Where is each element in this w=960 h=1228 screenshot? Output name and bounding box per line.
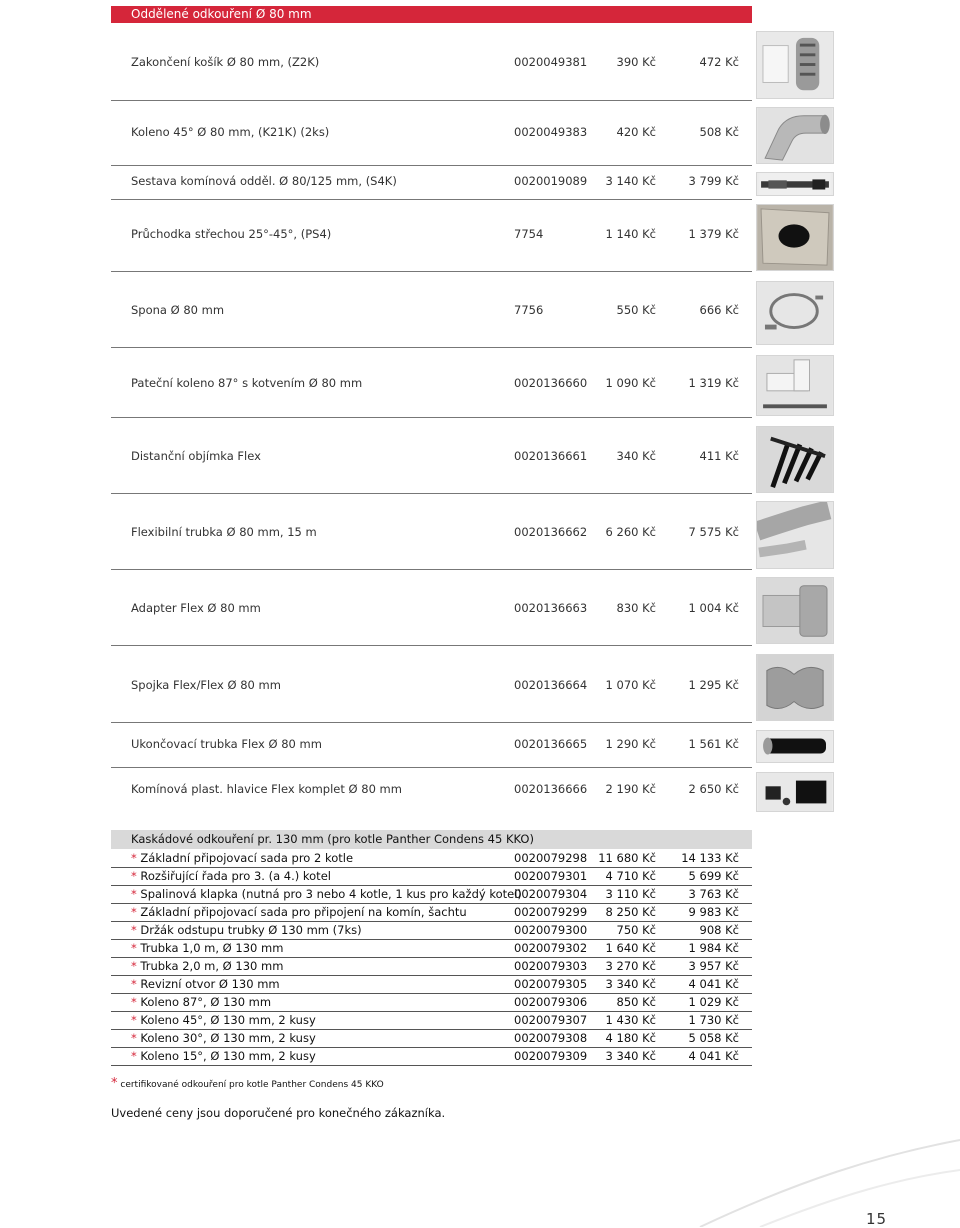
price-note: Uvedené ceny jsou doporučené pro konečného zákazníka. — [111, 1106, 446, 1120]
cascade-item-name — [131, 939, 283, 957]
adapter-image — [756, 577, 834, 644]
price-without-vat: 6 260 Kč — [605, 525, 656, 539]
price-with-vat: 4 041 Kč — [688, 977, 739, 991]
price-without-vat: 4 710 Kč — [605, 869, 656, 883]
cascade-item-label: Revizní otvor Ø 130 mm — [140, 977, 280, 991]
star-marker: * — [131, 1049, 137, 1063]
cascade-row — [111, 885, 752, 904]
cascade-item-name — [131, 903, 467, 921]
coupling-image — [756, 654, 834, 721]
price-without-vat: 3 270 Kč — [605, 959, 656, 973]
cascade-item-code: 0020079309 — [514, 1049, 588, 1063]
cascade-row — [111, 993, 752, 1012]
cascade-row — [111, 975, 752, 994]
price-without-vat: 390 Kč — [616, 55, 656, 69]
product-name: Sestava komínová odděl. Ø 80/125 mm, (S4K) — [131, 174, 397, 188]
price-with-vat: 1 004 Kč — [688, 601, 739, 615]
product-name: Distanční objímka Flex — [131, 449, 261, 463]
cascade-header — [111, 830, 752, 849]
cascade-row — [111, 939, 752, 958]
star-marker: * — [131, 923, 137, 937]
cascade-item-code: 0020079305 — [514, 977, 588, 991]
cascade-item-label: Spalinová klapka (nutná pro 3 nebo 4 kotle, 1 kus pro každý kotel) — [140, 887, 522, 901]
support-elbow-image — [756, 355, 834, 416]
cascade-title: Kaskádové odkouření pr. 130 mm (pro kotle Panther Condens 45 KKO) — [131, 832, 534, 846]
cascade-item-name — [131, 993, 271, 1011]
basket-terminal-image — [756, 31, 834, 99]
product-row — [111, 767, 752, 811]
cascade-item-name — [131, 921, 362, 939]
product-name: Průchodka střechou 25°-45°, (PS4) — [131, 227, 332, 241]
cascade-item-label: Rozšiřující řada pro 3. (a 4.) kotel — [140, 869, 331, 883]
price-with-vat: 2 650 Kč — [688, 782, 739, 796]
price-with-vat: 1 984 Kč — [688, 941, 739, 955]
price-without-vat: 850 Kč — [616, 995, 656, 1009]
price-without-vat: 1 290 Kč — [605, 737, 656, 751]
cascade-item-name — [131, 1011, 316, 1029]
cascade-item-name — [131, 1047, 316, 1065]
price-with-vat: 1 730 Kč — [688, 1013, 739, 1027]
cascade-item-code: 0020079308 — [514, 1031, 588, 1045]
product-row — [111, 199, 752, 272]
cascade-item-code: 0020079302 — [514, 941, 588, 955]
section-header-bar — [111, 6, 752, 23]
price-without-vat: 550 Kč — [616, 303, 656, 317]
price-without-vat: 750 Kč — [616, 923, 656, 937]
product-name: Koleno 45° Ø 80 mm, (K21K) (2ks) — [131, 125, 330, 139]
price-with-vat: 1 029 Kč — [688, 995, 739, 1009]
price-with-vat: 411 Kč — [699, 449, 739, 463]
chimney-set-image — [756, 172, 834, 196]
product-row — [111, 100, 752, 166]
product-code: 7756 — [514, 303, 544, 317]
price-with-vat: 508 Kč — [699, 125, 739, 139]
cascade-item-code: 0020079301 — [514, 869, 588, 883]
product-row — [111, 722, 752, 768]
cascade-row — [111, 1047, 752, 1066]
product-name: Adapter Flex Ø 80 mm — [131, 601, 261, 615]
clamp-image — [756, 281, 834, 345]
cascade-item-name — [131, 885, 522, 903]
price-with-vat: 1 295 Kč — [688, 678, 739, 692]
cascade-item-code: 0020079307 — [514, 1013, 588, 1027]
cascade-item-name — [131, 975, 280, 993]
price-without-vat: 3 340 Kč — [605, 977, 656, 991]
cascade-item-label: Koleno 45°, Ø 130 mm, 2 kusy — [140, 1013, 316, 1027]
cascade-item-code: 0020079298 — [514, 851, 588, 865]
price-with-vat: 472 Kč — [699, 55, 739, 69]
product-name: Ukončovací trubka Flex Ø 80 mm — [131, 737, 322, 751]
price-without-vat: 340 Kč — [616, 449, 656, 463]
product-code: 7754 — [514, 227, 544, 241]
product-row — [111, 23, 752, 101]
cascade-item-label: Koleno 15°, Ø 130 mm, 2 kusy — [140, 1049, 316, 1063]
price-without-vat: 4 180 Kč — [605, 1031, 656, 1045]
price-without-vat: 8 250 Kč — [605, 905, 656, 919]
price-with-vat: 7 575 Kč — [688, 525, 739, 539]
product-name: Spojka Flex/Flex Ø 80 mm — [131, 678, 281, 692]
star-marker: * — [131, 851, 137, 865]
price-with-vat: 908 Kč — [699, 923, 739, 937]
cascade-item-label: Základní připojovací sada pro připojení na komín, šachtu — [140, 905, 467, 919]
product-code: 0020136661 — [514, 449, 588, 463]
product-code: 0020136666 — [514, 782, 588, 796]
cascade-item-code: 0020079303 — [514, 959, 588, 973]
cascade-item-label: Koleno 87°, Ø 130 mm — [140, 995, 272, 1009]
cascade-item-name — [131, 957, 283, 975]
product-row — [111, 271, 752, 348]
price-with-vat: 1 379 Kč — [688, 227, 739, 241]
price-with-vat: 666 Kč — [699, 303, 739, 317]
product-name: Spona Ø 80 mm — [131, 303, 225, 317]
cascade-item-label: Koleno 30°, Ø 130 mm, 2 kusy — [140, 1031, 316, 1045]
product-name: Komínová plast. hlavice Flex komplet Ø 80 mm — [131, 782, 402, 796]
footnote-text: certifikované odkouření pro kotle Panther Condens 45 KKO — [120, 1080, 384, 1090]
product-row — [111, 645, 752, 723]
price-without-vat: 420 Kč — [616, 125, 656, 139]
product-code: 0020049381 — [514, 55, 588, 69]
product-code: 0020136662 — [514, 525, 588, 539]
product-code: 0020136664 — [514, 678, 588, 692]
cascade-item-name — [131, 849, 353, 867]
cascade-item-code: 0020079304 — [514, 887, 588, 901]
star-marker: * — [131, 905, 137, 919]
product-name: Flexibilní trubka Ø 80 mm, 15 m — [131, 525, 317, 539]
price-without-vat: 1 090 Kč — [605, 376, 656, 390]
product-row — [111, 347, 752, 418]
star-marker: * — [131, 1013, 137, 1027]
price-with-vat: 3 763 Kč — [688, 887, 739, 901]
flex-pipe-image — [756, 501, 834, 569]
spacer-image — [756, 426, 834, 493]
star-marker: * — [131, 941, 137, 955]
price-without-vat: 3 110 Kč — [605, 887, 656, 901]
section-title: Oddělené odkouření Ø 80 mm — [131, 7, 312, 21]
end-pipe-image — [756, 730, 834, 763]
cascade-item-label: Trubka 1,0 m, Ø 130 mm — [140, 941, 284, 955]
star-marker: * — [131, 1031, 137, 1045]
cascade-row — [111, 1011, 752, 1030]
price-with-vat: 1 561 Kč — [688, 737, 739, 751]
price-with-vat: 9 983 Kč — [688, 905, 739, 919]
star-marker: * — [131, 959, 137, 973]
cascade-row — [111, 1029, 752, 1048]
price-with-vat: 3 957 Kč — [688, 959, 739, 973]
price-without-vat: 1 640 Kč — [605, 941, 656, 955]
product-code: 0020019089 — [514, 174, 588, 188]
cascade-item-code: 0020079299 — [514, 905, 588, 919]
product-row — [111, 165, 752, 200]
cascade-item-label: Trubka 2,0 m, Ø 130 mm — [140, 959, 284, 973]
cascade-item-label: Základní připojovací sada pro 2 kotle — [140, 851, 354, 865]
product-row — [111, 417, 752, 494]
price-without-vat: 1 070 Kč — [605, 678, 656, 692]
star-marker: * — [131, 995, 137, 1009]
star-marker: * — [131, 977, 137, 991]
cascade-row — [111, 921, 752, 940]
cascade-item-code: 0020079300 — [514, 923, 588, 937]
cascade-row — [111, 849, 752, 868]
roof-flashing-image — [756, 204, 834, 271]
product-row — [111, 493, 752, 570]
star-marker: * — [131, 869, 137, 883]
price-without-vat: 11 680 Kč — [598, 851, 656, 865]
price-without-vat: 830 Kč — [616, 601, 656, 615]
cascade-item-name — [131, 1029, 316, 1047]
price-with-vat: 14 133 Kč — [681, 851, 739, 865]
star-marker: * — [131, 887, 137, 901]
price-with-vat: 3 799 Kč — [688, 174, 739, 188]
chimney-cap-image — [756, 772, 834, 812]
elbow-45-image — [756, 107, 834, 164]
product-name: Zakončení košík Ø 80 mm, (Z2K) — [131, 55, 320, 69]
cascade-item-name — [131, 867, 331, 885]
price-without-vat: 1 430 Kč — [605, 1013, 656, 1027]
price-with-vat: 5 058 Kč — [688, 1031, 739, 1045]
cascade-item-label: Držák odstupu trubky Ø 130 mm (7ks) — [140, 923, 362, 937]
product-code: 0020049383 — [514, 125, 588, 139]
price-with-vat: 4 041 Kč — [688, 1049, 739, 1063]
cascade-row — [111, 903, 752, 922]
cascade-item-code: 0020079306 — [514, 995, 588, 1009]
footnote-star: * — [111, 1076, 118, 1091]
product-code: 0020136663 — [514, 601, 588, 615]
product-row — [111, 569, 752, 646]
product-code: 0020136665 — [514, 737, 588, 751]
footnote — [111, 1076, 384, 1091]
price-without-vat: 1 140 Kč — [605, 227, 656, 241]
cascade-row — [111, 867, 752, 886]
cascade-row — [111, 957, 752, 976]
price-without-vat: 3 140 Kč — [605, 174, 656, 188]
page-number: 15 — [866, 1210, 888, 1228]
price-with-vat: 5 699 Kč — [688, 869, 739, 883]
price-without-vat: 3 340 Kč — [605, 1049, 656, 1063]
price-with-vat: 1 319 Kč — [688, 376, 739, 390]
price-without-vat: 2 190 Kč — [605, 782, 656, 796]
product-code: 0020136660 — [514, 376, 588, 390]
product-name: Pateční koleno 87° s kotvením Ø 80 mm — [131, 376, 363, 390]
